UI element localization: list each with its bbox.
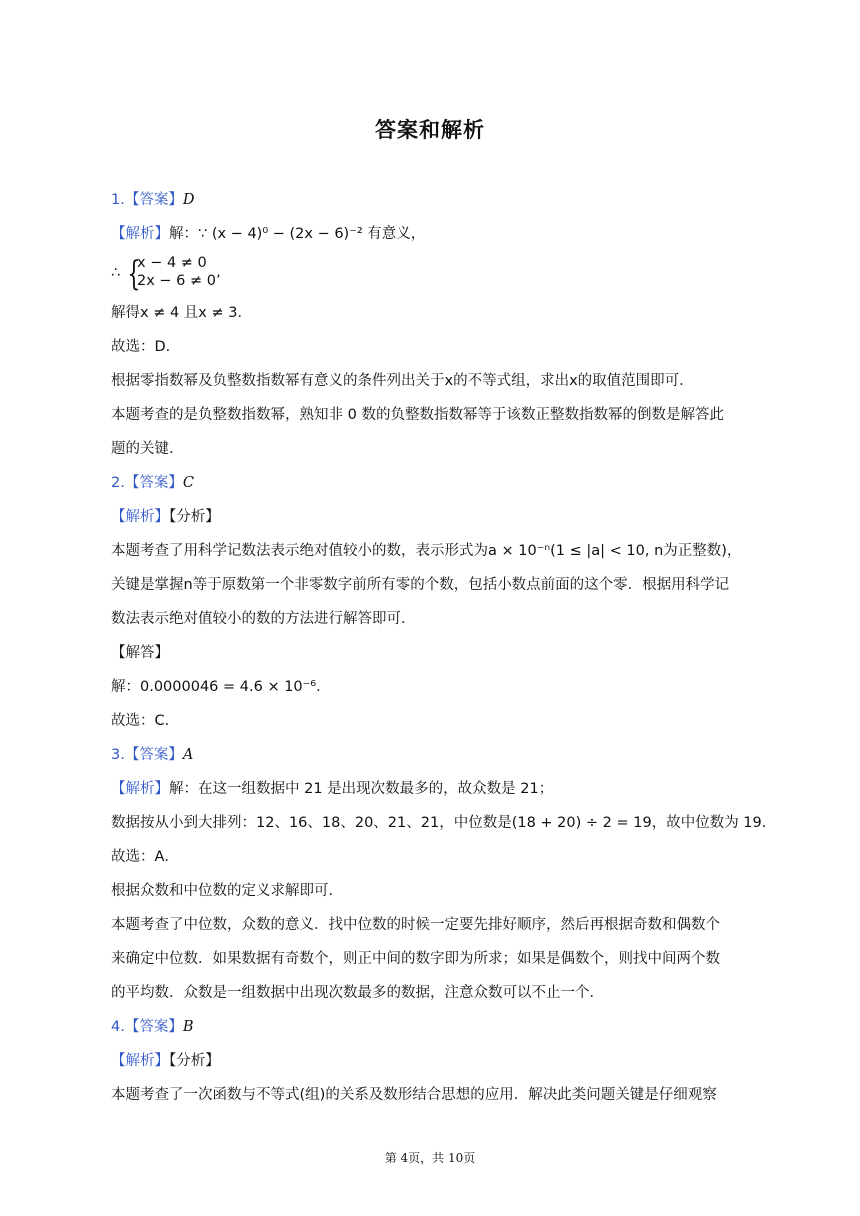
- q4-answer-line: [111, 1017, 751, 1037]
- q3-line-comment-3: 的平均数．众数是一组数据中出现次数最多的数据，注意众数可以不止一个．: [111, 985, 604, 1001]
- q2-line-3: 数法表示绝对值较小的数的方法进行解答即可．: [111, 611, 416, 627]
- q2-number: 2.: [111, 475, 125, 491]
- q1-analysis-text: 解：∵ (x − 4)⁰ − (2x − 6)⁻² 有意义，: [169, 226, 426, 242]
- q2-solution-line: 解：0.0000046 = 4.6 × 10⁻⁶．: [111, 679, 331, 695]
- q1-line-comment-1: 本题考查的是负整数指数幂，熟知非 0 数的负整数指数幂等于该数正整数指数幂的倒数是解答此: [111, 407, 724, 423]
- q3-analysis-tag: 【解析】: [111, 781, 169, 797]
- q4-number: 4.: [111, 1019, 125, 1035]
- q2-analysis-tag: 【解析】: [111, 509, 169, 525]
- q1-analysis-line: [111, 224, 751, 244]
- q2-answer-value: C: [182, 475, 194, 491]
- q2-answer-tag: 【答案】: [124, 475, 183, 491]
- q1-answer-value: D: [182, 192, 195, 208]
- q3-line-method: 根据众数和中位数的定义求解即可．: [111, 883, 343, 899]
- q1-line-comment-2: 题的关键．: [111, 441, 184, 457]
- q3-line-1: 数据按从小到大排列：12、16、18、20、21、21，中位数是(18 + 20) ÷ 2 = 19，故中位数为 19．: [111, 815, 777, 831]
- q3-line-comment-2: 来确定中位数．如果数据有奇数个，则正中间的数字即为所求；如果是偶数个，则找中间两个数: [111, 951, 720, 967]
- q3-analysis-line: [111, 779, 751, 799]
- q3-analysis-text: 解：在这一组数据中 21 是出现次数最多的，故众数是 21；: [169, 781, 554, 797]
- q1-system-line-2: 2x − 6 ≠ 0’: [137, 273, 221, 289]
- q1-line-choice: 故选：D．: [111, 339, 181, 355]
- q4-line-1: 本题考查了一次函数与不等式(组)的关系及数形结合思想的应用．解决此类问题关键是仔细观察: [111, 1087, 717, 1103]
- q3-line-comment-1: 本题考查了中位数，众数的意义．找中位数的时候一定要先排好顺序，然后再根据奇数和偶数个: [111, 917, 720, 933]
- q1-system-line-1: x − 4 ≠ 0: [137, 255, 207, 271]
- page-title: 答案和解析: [375, 118, 485, 142]
- q3-line-choice: 故选：A．: [111, 849, 179, 865]
- left-brace: {: [127, 254, 141, 294]
- q1-number: 1.: [111, 192, 125, 208]
- q4-analysis-line: [111, 1051, 751, 1071]
- q1-answer-line: [111, 190, 751, 210]
- q4-analysis-tag: 【解析】: [111, 1053, 169, 1069]
- page-footer: 第 4页，共 10页: [384, 1151, 476, 1165]
- q4-answer-value: B: [182, 1019, 194, 1035]
- q1-line-method: 根据零指数幂及负整数指数幂有意义的条件列出关于x的不等式组，求出x的取值范围即可．: [111, 373, 694, 389]
- q2-analysis-text: 【分析】: [169, 509, 220, 525]
- q1-line-solve: 解得x ≠ 4 且x ≠ 3．: [111, 305, 252, 321]
- q2-analysis-line: [111, 507, 751, 527]
- q2-line-1: 本题考查了用科学记数法表示绝对值较小的数，表示形式为a × 10⁻ⁿ(1 ≤ |a| < 10, n为正整数)，: [111, 543, 742, 559]
- therefore-symbol: ∴: [111, 265, 121, 281]
- q3-answer-value: A: [182, 747, 194, 763]
- q1-analysis-tag: 【解析】: [111, 226, 169, 242]
- q1-answer-tag: 【答案】: [124, 192, 183, 208]
- q4-answer-tag: 【答案】: [124, 1019, 183, 1035]
- q4-analysis-text: 【分析】: [169, 1053, 220, 1069]
- q3-number: 3.: [111, 747, 125, 763]
- q2-answer-line: [111, 473, 751, 493]
- q2-line-choice: 故选：C．: [111, 713, 180, 729]
- q3-answer-line: [111, 745, 751, 765]
- q3-answer-tag: 【答案】: [124, 747, 183, 763]
- q2-solution-heading: 【解答】: [111, 645, 169, 661]
- q2-line-2: 关键是掌握n等于原数第一个非零数字前所有零的个数，包括小数点前面的这个零．根据用科学记: [111, 577, 730, 593]
